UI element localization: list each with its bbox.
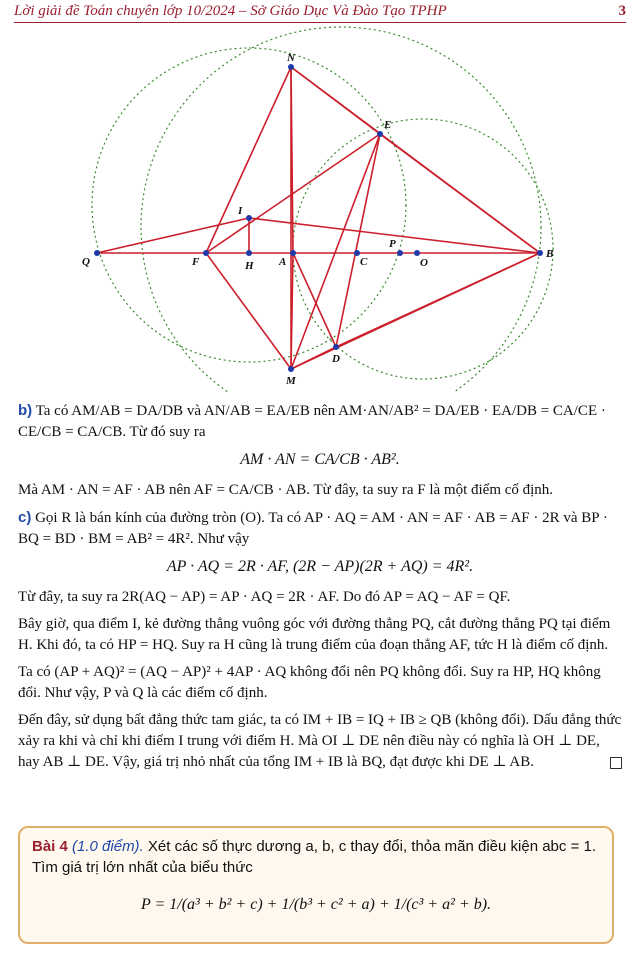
part-c-line1 [18, 507, 622, 550]
label-D: D [332, 353, 340, 365]
label-Q: Q [82, 256, 90, 268]
label-P: P [389, 238, 396, 250]
part-c-text1: Gọi R là bán kính của đường tròn (O). Ta có AP · AQ = AM · AN = AF · AB = AF · 2R và BP · BQ = BD · BM = AB² = 4R². Như vậy [18, 510, 608, 547]
point-D [333, 344, 339, 350]
label-I: I [238, 205, 243, 217]
page-header [14, 2, 626, 23]
point-O [414, 250, 420, 256]
problem-4-box [18, 826, 614, 944]
part-b-display: AM · AN = CA/CB · AB². [240, 451, 400, 468]
point-M [288, 366, 294, 372]
header-title: Lời giải đề Toán chuyên lớp 10/2024 – Sở Giáo Dục Và Đào Tạo TPHP [14, 3, 447, 19]
problem-4-title: Bài 4 [32, 838, 68, 855]
label-N: N [287, 52, 295, 64]
point-N [288, 64, 294, 70]
part-c-p3: Ta có (AP + AQ)² = (AQ − AP)² + 4AP · AQ không đổi nên PQ không đổi. Suy ra HP, HQ không đổi. Như vậy, P và Q là các điểm cố định. [18, 664, 601, 701]
page-number: 3 [618, 3, 626, 19]
qed-box-icon [610, 757, 622, 769]
point-I [246, 215, 252, 221]
part-b-line1 [18, 400, 622, 443]
point-A [290, 250, 296, 256]
part-c-p4-text: Đến đây, sử dụng bất đẳng thức tam giác, ta có IM + IB = IQ + IB ≥ QB (không đổi). Dấu đẳng thức xảy ra khi và chỉ khi điểm I trung với điểm H. Mà OI ⊥ DE nên điều này có nghĩa là OH ⊥ DE, hay AB ⊥ DE. Vậy, giá trị nhỏ nhất của tổng IM + IB là BQ, đạt được khi DE ⊥ AB. [18, 712, 622, 770]
label-O: O [420, 257, 428, 269]
part-b-line2: Mà AM · AN = AF · AB nên AF = CA/CB · AB. Từ đây, ta suy ra F là một điểm cố định. [18, 482, 554, 498]
label-H: H [245, 260, 254, 272]
line-ED [336, 134, 380, 347]
line-EB [380, 134, 540, 253]
part-b-label: b) [18, 402, 33, 419]
part-c-p2: Bây giờ, qua điểm I, kẻ đường thẳng vuông góc với đường thẳng PQ, cắt đường thẳng PQ tại điểm H. Khi đó, ta có HP = HQ. Suy ra H cũng là trung điểm của đoạn thẳng AF, tức H là điểm cố định. [18, 616, 611, 653]
part-c-display: AP · AQ = 2R · AF, (2R − AP)(2R + AQ) = 4R². [166, 558, 474, 575]
line-QI [97, 218, 249, 253]
label-B: B [546, 248, 554, 260]
part-c-p4 [18, 710, 622, 773]
point-E [377, 131, 383, 137]
problem-4-points: (1.0 điểm). [72, 838, 144, 855]
label-M: M [286, 375, 296, 387]
circle-small [92, 48, 406, 362]
part-c-label: c) [18, 509, 32, 526]
point-H [246, 250, 252, 256]
point-B [537, 250, 543, 256]
point-P [397, 250, 403, 256]
geometry-figure [0, 26, 640, 392]
problem-4-statement [32, 836, 600, 878]
label-A: A [279, 256, 287, 268]
label-F: F [192, 256, 200, 268]
part-b-text1: Ta có AM/AB = DA/DB và AN/AB = EA/EB nên AM·AN/AB² = DA/EB · EA/DB = CA/CE · CE/CB = CA/CB. Từ đó suy ra [18, 403, 606, 440]
problem-4-formula: P = 1/(a³ + b² + c) + 1/(b³ + c² + a) + 1/(c³ + a² + b). [140, 896, 492, 913]
problem-4-text: Xét các số thực dương a, b, c thay đổi, thỏa mãn điều kiện abc = 1. Tìm giá trị lớn nhất của biểu thức [32, 838, 597, 876]
part-c-p1: Từ đây, ta suy ra 2R(AQ − AP) = AP · AQ = 2R · AF. Do đó AP = AQ − AF = QF. [18, 589, 511, 605]
point-Q [94, 250, 100, 256]
label-C: C [360, 256, 368, 268]
solution-body [18, 400, 622, 779]
point-F [203, 250, 209, 256]
label-E: E [384, 119, 392, 131]
